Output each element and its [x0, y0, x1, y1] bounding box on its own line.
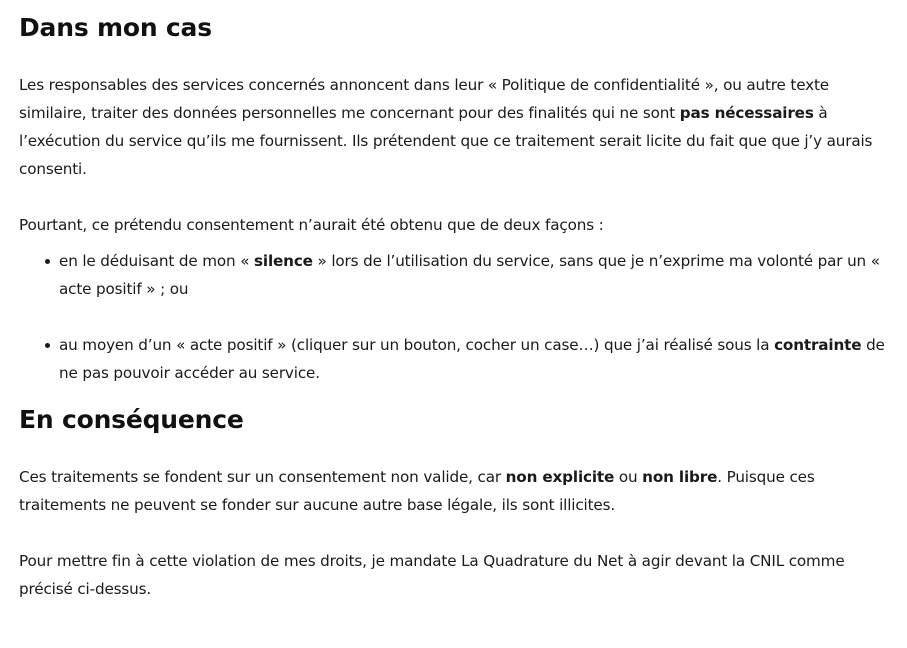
- list-item-text: » lors de l’utilisation du service, sans que je n’exprime ma volonté par un « acte positif » ; ou: [59, 252, 880, 298]
- paragraph-text: à l’exécution du service qu’ils me fournissent. Ils prétendent que ce traitement serait licite du fait que que j’y aurais consenti.: [19, 104, 873, 178]
- list-item-text: au moyen d’un « acte positif » (cliquer sur un bouton, cocher un case…) que j’ai réalisé sous la: [59, 336, 775, 354]
- section-heading-en-consequence: En conséquence: [19, 405, 244, 434]
- paragraph-text: . Puisque ces traitements ne peuvent se fonder sur aucune autre base légale, ils sont illicites.: [19, 468, 815, 514]
- emphasis-pas-necessaires: pas nécessaires: [679, 104, 814, 122]
- paragraph-text: ou: [614, 468, 643, 486]
- list-item-text: en le déduisant de mon «: [59, 252, 255, 270]
- list-item: [59, 331, 889, 387]
- list-item: [59, 247, 889, 303]
- consent-methods-list: [19, 247, 889, 387]
- emphasis-contrainte: contrainte: [774, 336, 862, 354]
- paragraph-pourtant: Pourtant, ce prétendu consentement n’aurait été obtenu que de deux façons :: [19, 216, 604, 234]
- paragraph-responsables: [19, 71, 889, 183]
- bullet-icon: [45, 259, 50, 264]
- paragraph-text: Les responsables des services concernés annoncent dans leur « Politique de confidentialité », ou autre texte similaire, traiter des données personnelles me concernant pour des finalités qui ne sont: [19, 76, 829, 122]
- emphasis-non-libre: non libre: [642, 468, 718, 486]
- section-heading-dans-mon-cas: Dans mon cas: [19, 13, 212, 42]
- paragraph-mandat: Pour mettre fin à cette violation de mes droits, je mandate La Quadrature du Net à agir devant la CNIL comme précisé ci-dessus.: [19, 552, 845, 598]
- list-item-text: de ne pas pouvoir accéder au service.: [59, 336, 885, 382]
- bullet-icon: [45, 343, 50, 348]
- emphasis-non-explicite: non explicite: [505, 468, 615, 486]
- paragraph-text: Ces traitements se fondent sur un consentement non valide, car: [19, 468, 506, 486]
- paragraph-traitements: [19, 463, 889, 519]
- emphasis-silence: silence: [254, 252, 313, 270]
